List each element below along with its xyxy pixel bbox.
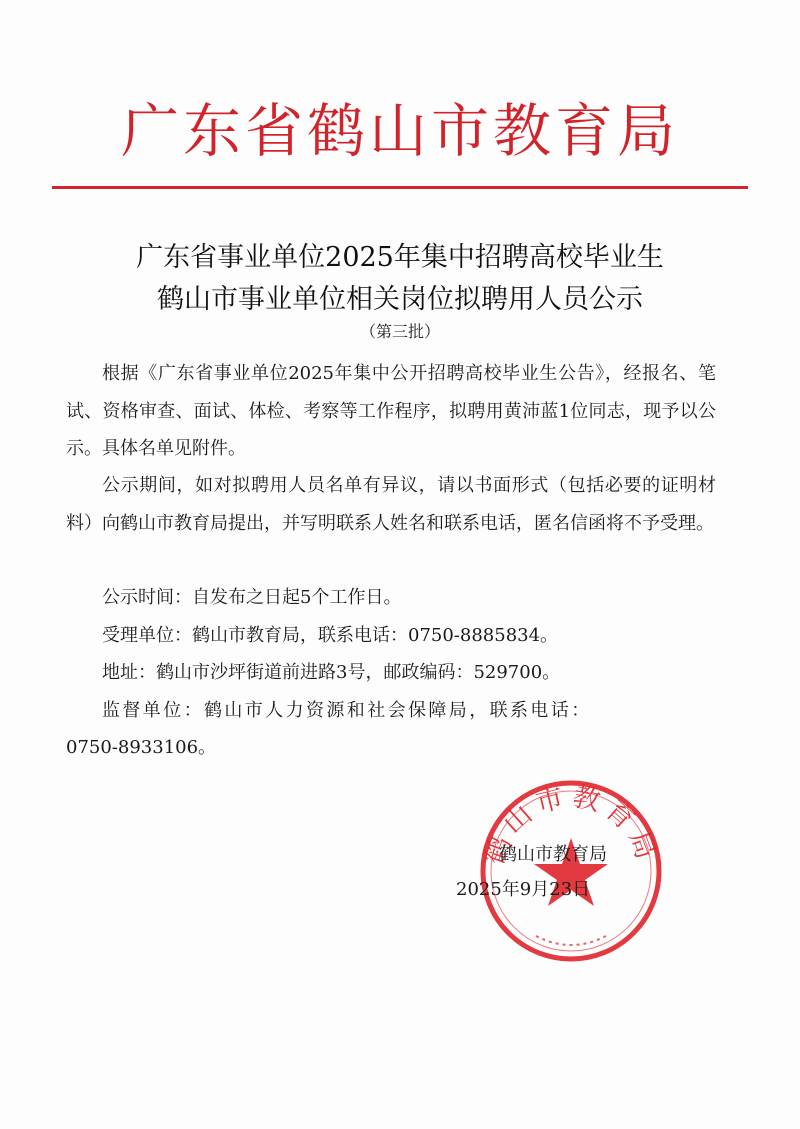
supervisor-phone: 0750-8933106。 <box>66 737 217 758</box>
official-seal <box>476 776 666 966</box>
letterhead-title: 广东省鹤山市教育局 <box>120 97 679 165</box>
notice-title-line-2: 鹤山市事业单位相关岗位拟聘用人员公示 <box>157 284 643 315</box>
office-address: 地址：鹤山市沙坪街道前进路3号，邮政编码：529700。 <box>102 662 561 683</box>
notice-period: 公示时间：自发布之日起5个工作日。 <box>102 587 402 608</box>
intro-text: 根据《广东省事业单位2025年集中公开招聘高校毕业生公告》，经报名、笔试、资格审查、面试、体检、考察等工作程序，拟聘用黄沛蓝1位同志，现予以公示。具体名单见附件。 <box>66 363 716 459</box>
notice-title-line-1: 广东省事业单位2025年集中招聘高校毕业生 <box>136 242 664 273</box>
supervising-office: 监督单位：鹤山市人力资源和社会保障局，联系电话： <box>102 700 592 721</box>
objection-paragraph <box>66 467 716 542</box>
intro-paragraph <box>66 355 716 468</box>
receiving-office: 受理单位：鹤山市教育局，联系电话：0750-8885834。 <box>102 625 559 646</box>
seal-text: 鹤山市教育局 <box>478 781 664 869</box>
issuer-name: 鹤山市教育局 <box>499 844 607 865</box>
objection-text: 公示期间，如对拟聘用人员名单有异议，请以书面形式（包括必要的证明材料）向鹤山市教育局提出，并写明联系人姓名和联系电话，匿名信函将不予受理。 <box>66 475 716 534</box>
letterhead-divider <box>52 186 748 189</box>
batch-label: （第三批） <box>359 322 440 341</box>
issue-date: 2025年9月23日 <box>456 879 591 900</box>
